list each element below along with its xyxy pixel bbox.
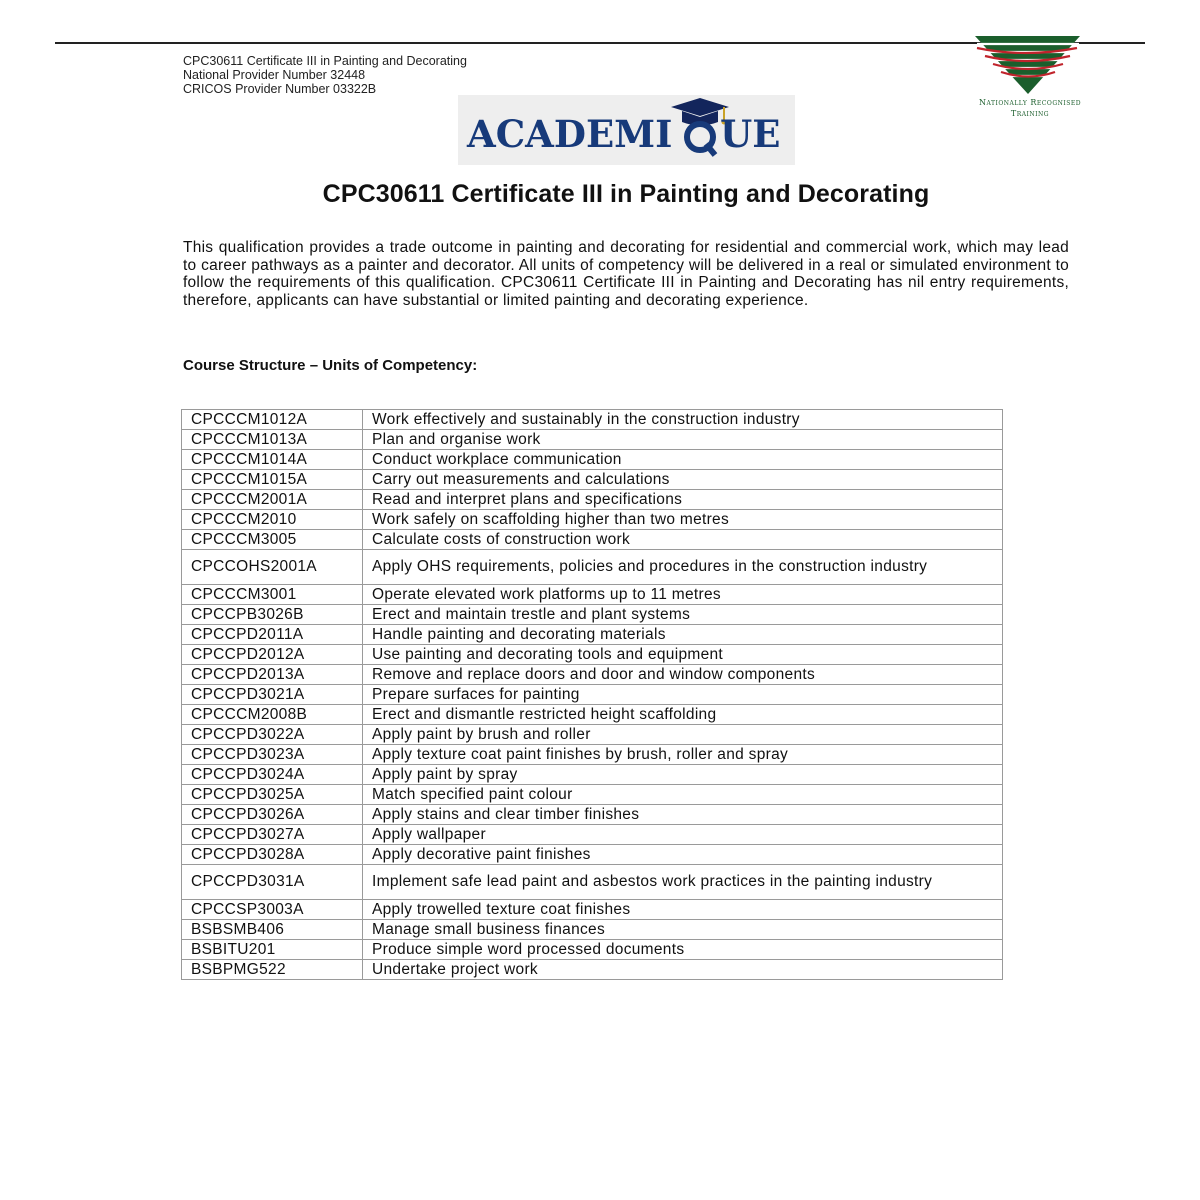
unit-code: CPCCCM2008B: [182, 705, 363, 725]
unit-title: Implement safe lead paint and asbestos work practices in the painting industry: [363, 865, 1003, 900]
unit-code: CPCCPD3023A: [182, 745, 363, 765]
unit-code: BSBPMG522: [182, 960, 363, 980]
unit-code: CPCCCM1013A: [182, 430, 363, 450]
unit-code: CPCCCM2001A: [182, 490, 363, 510]
header-provider-number: National Provider Number 32448: [183, 68, 366, 82]
unit-title: Plan and organise work: [363, 430, 1003, 450]
unit-code: CPCCPD3022A: [182, 725, 363, 745]
table-row: [182, 805, 1003, 825]
unit-code: CPCCPB3026B: [182, 605, 363, 625]
unit-title: Work safely on scaffolding higher than two metres: [363, 510, 1003, 530]
document-header-info: [183, 54, 467, 96]
table-row: [182, 845, 1003, 865]
unit-code: CPCCOHS2001A: [182, 550, 363, 585]
unit-code: CPCCPD3027A: [182, 825, 363, 845]
unit-title: Apply decorative paint finishes: [363, 845, 1003, 865]
unit-code: CPCCPD3024A: [182, 765, 363, 785]
unit-code: BSBITU201: [182, 940, 363, 960]
unit-code: BSBSMB406: [182, 920, 363, 940]
table-row: [182, 490, 1003, 510]
unit-code: CPCCCM1012A: [182, 410, 363, 430]
unit-title: Produce simple word processed documents: [363, 940, 1003, 960]
nrt-label-line1: Nationally Recognised: [978, 98, 1082, 107]
table-row: [182, 825, 1003, 845]
table-row: [182, 685, 1003, 705]
table-row: [182, 665, 1003, 685]
table-row: [182, 865, 1003, 900]
logo-text-left: ACADEMI: [467, 112, 673, 156]
logo-q-mark-icon: [687, 124, 715, 155]
units-table: [181, 409, 1003, 980]
table-row: [182, 940, 1003, 960]
unit-title: Erect and maintain trestle and plant systems: [363, 605, 1003, 625]
table-row: [182, 900, 1003, 920]
table-row: [182, 785, 1003, 805]
unit-title: Conduct workplace communication: [363, 450, 1003, 470]
nrt-label: [950, 97, 1110, 119]
unit-code: CPCCPD2012A: [182, 645, 363, 665]
document-title: CPC30611 Certificate III in Painting and Decorating: [322, 180, 930, 208]
unit-title: Apply paint by brush and roller: [363, 725, 1003, 745]
unit-code: CPCCCM1015A: [182, 470, 363, 490]
unit-title: Carry out measurements and calculations: [363, 470, 1003, 490]
section-heading: Course Structure – Units of Competency:: [183, 357, 478, 374]
logo-text-right: UE: [720, 112, 781, 156]
unit-code: CPCCPD3026A: [182, 805, 363, 825]
unit-title: Read and interpret plans and specifications: [363, 490, 1003, 510]
header-qualification: CPC30611 Certificate III in Painting and Decorating: [183, 54, 467, 68]
table-row: [182, 725, 1003, 745]
unit-title: Operate elevated work platforms up to 11 metres: [363, 585, 1003, 605]
table-row: [182, 920, 1003, 940]
table-row: [182, 960, 1003, 980]
unit-title: Apply wallpaper: [363, 825, 1003, 845]
unit-code: CPCCCM1014A: [182, 450, 363, 470]
table-row: [182, 625, 1003, 645]
table-row: [182, 530, 1003, 550]
table-row: [182, 745, 1003, 765]
unit-code: CPCCCM3005: [182, 530, 363, 550]
nrt-label-line2: Training: [1010, 109, 1050, 118]
units-table-body: [182, 410, 1003, 980]
unit-title: Apply stains and clear timber finishes: [363, 805, 1003, 825]
table-row: [182, 585, 1003, 605]
table-row: [182, 430, 1003, 450]
table-row: [182, 605, 1003, 625]
unit-title: Apply OHS requirements, policies and procedures in the construction industry: [363, 550, 1003, 585]
table-row: [182, 510, 1003, 530]
unit-title: Undertake project work: [363, 960, 1003, 980]
unit-title: Work effectively and sustainably in the construction industry: [363, 410, 1003, 430]
table-row: [182, 645, 1003, 665]
unit-title: Calculate costs of construction work: [363, 530, 1003, 550]
intro-paragraph: This qualification provides a trade outcome in painting and decorating for residential and commercial work, which may lead to career pathways as a painter and decorator. All units of competency will be delivered in a real or simulated environment to follow the requirements of this qualification. CPC30611 Certificate III in Painting and Decorating has nil entry requirements, therefore, applicants can have substantial or limited painting and decorating experience.: [183, 239, 1069, 309]
unit-title: Prepare surfaces for painting: [363, 685, 1003, 705]
header-cricos-number: CRICOS Provider Number 03322B: [183, 82, 377, 96]
unit-title: Apply paint by spray: [363, 765, 1003, 785]
unit-code: CPCCPD3025A: [182, 785, 363, 805]
unit-code: CPCCPD3028A: [182, 845, 363, 865]
table-row: [182, 705, 1003, 725]
unit-code: CPCCPD3031A: [182, 865, 363, 900]
unit-code: CPCCSP3003A: [182, 900, 363, 920]
unit-title: Use painting and decorating tools and equipment: [363, 645, 1003, 665]
unit-title: Manage small business finances: [363, 920, 1003, 940]
unit-code: CPCCPD3021A: [182, 685, 363, 705]
unit-code: CPCCCM3001: [182, 585, 363, 605]
table-row: [182, 765, 1003, 785]
unit-title: Erect and dismantle restricted height scaffolding: [363, 705, 1003, 725]
table-row: [182, 410, 1003, 430]
unit-title: Remove and replace doors and door and window components: [363, 665, 1003, 685]
unit-title: Match specified paint colour: [363, 785, 1003, 805]
unit-code: CPCCCM2010: [182, 510, 363, 530]
unit-title: Apply trowelled texture coat finishes: [363, 900, 1003, 920]
unit-title: Handle painting and decorating materials: [363, 625, 1003, 645]
table-row: [182, 450, 1003, 470]
unit-title: Apply texture coat paint finishes by brush, roller and spray: [363, 745, 1003, 765]
unit-code: CPCCPD2011A: [182, 625, 363, 645]
unit-code: CPCCPD2013A: [182, 665, 363, 685]
table-row: [182, 470, 1003, 490]
table-row: [182, 550, 1003, 585]
academique-logo: [458, 95, 795, 165]
